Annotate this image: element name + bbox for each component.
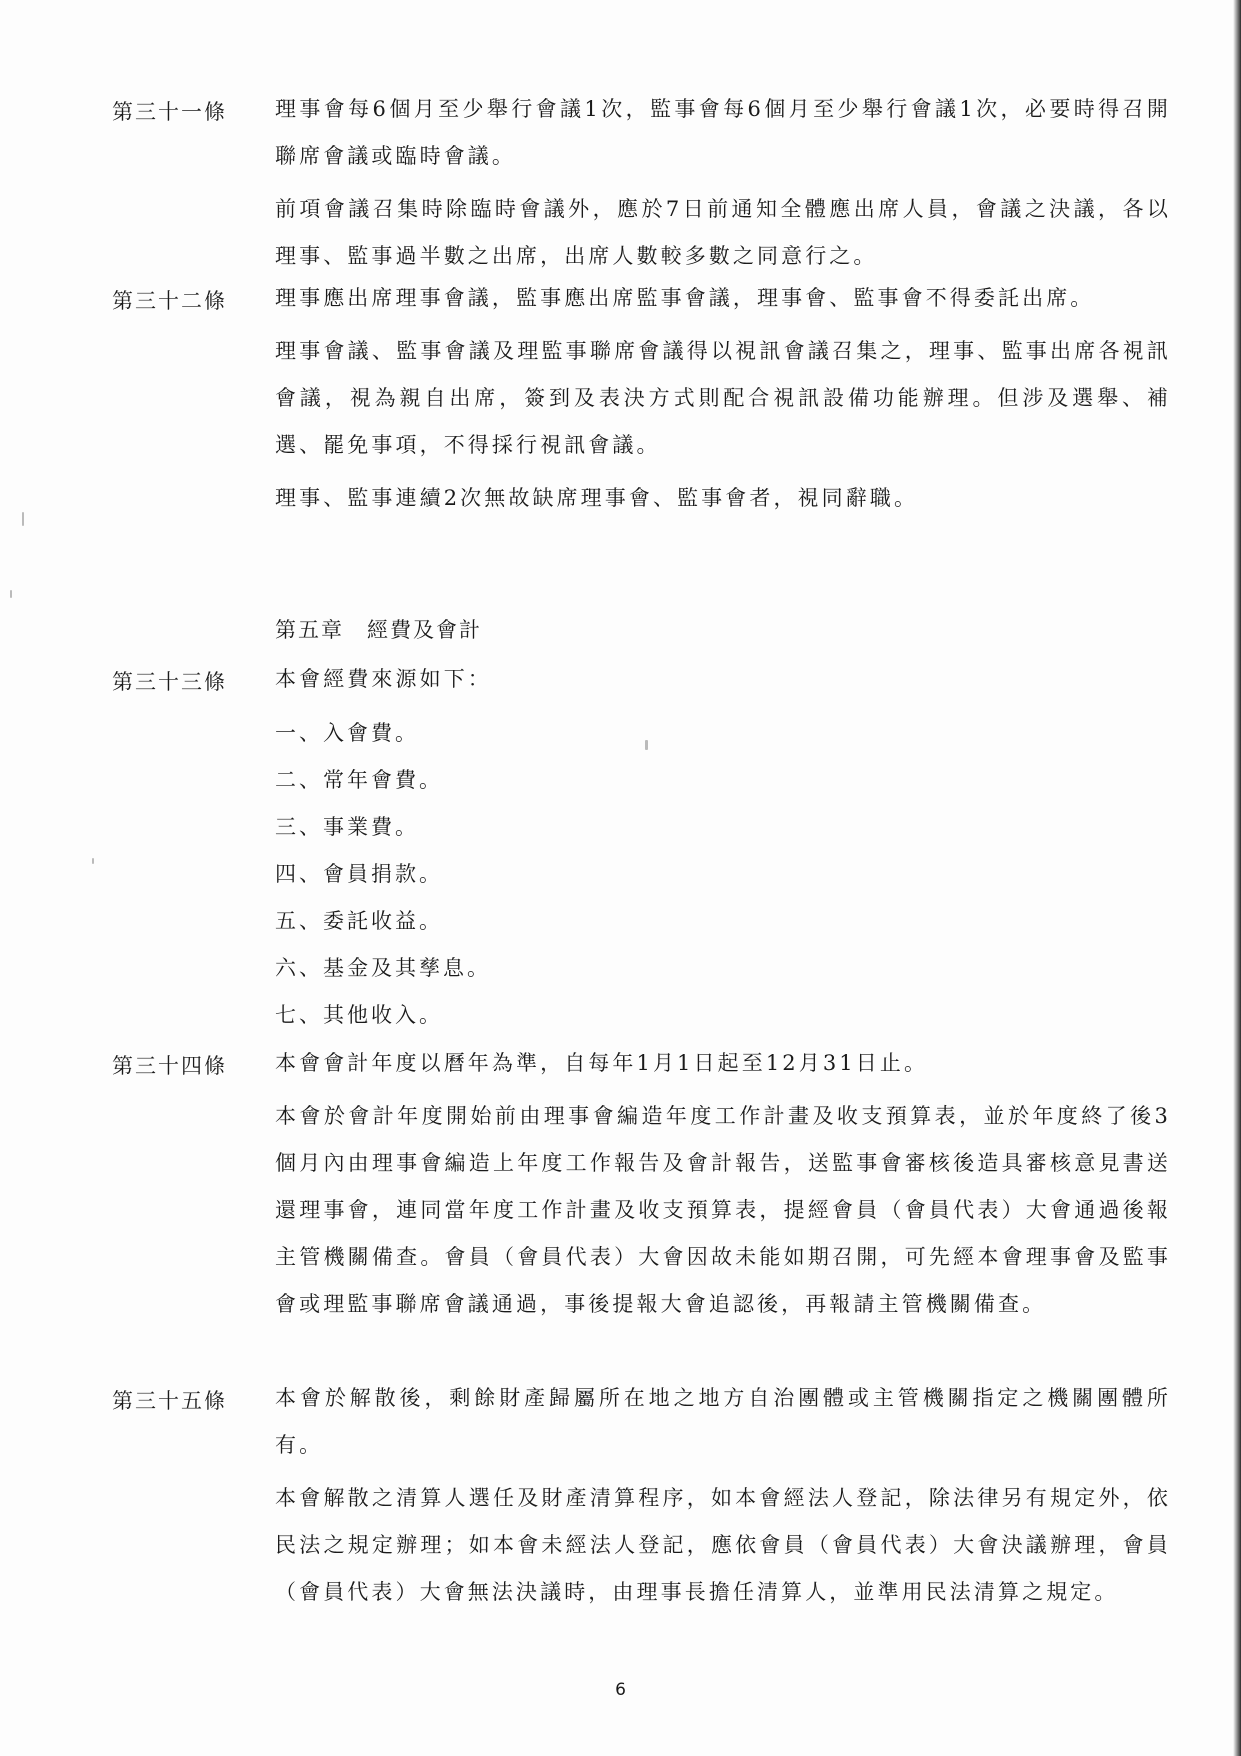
funding-source-item: 三、事業費。: [275, 815, 419, 839]
funding-source-item: 二、常年會費。: [275, 768, 443, 792]
funding-source-item: 一、入會費。: [275, 721, 419, 745]
funding-source-item: 六、基金及其孳息。: [275, 956, 491, 980]
article-body: [275, 656, 1171, 709]
chapter-number: 第五章: [275, 618, 344, 642]
article-label: 第三十五條: [112, 1389, 227, 1413]
article-body: [275, 275, 1171, 528]
scan-speck: [22, 512, 24, 526]
scan-speck: [645, 740, 648, 750]
article-paragraph: 本會於解散後，剩餘財產歸屬所在地之地方自治團體或主管機關指定之機關團體所有。: [275, 1386, 1171, 1457]
article-paragraph: 理事、監事連續2次無故缺席理事會、監事會者，視同辭職。: [275, 486, 919, 510]
article-label: 第三十三條: [112, 670, 227, 694]
article-paragraph: 本會解散之清算人選任及財產清算程序，如本會經法人登記，除法律另有規定外，依民法之規定辦理；如本會未經法人登記，應依會員（會員代表）大會決議辦理，會員（會員代表）大會無法決議時，由理事長擔任清算人，並準用民法清算之規定。: [275, 1486, 1171, 1604]
funding-source-item: 四、會員捐款。: [275, 862, 443, 886]
article-paragraph: 理事會每6個月至少舉行會議1次，監事會每6個月至少舉行會議1次，必要時得召開聯席會議或臨時會議。: [275, 97, 1171, 168]
article-body: [275, 1375, 1171, 1622]
funding-source-item: 五、委託收益。: [275, 909, 443, 933]
article-paragraph: 本會經費來源如下：: [275, 667, 492, 691]
article-label: 第三十四條: [112, 1054, 227, 1078]
article-paragraph: 理事應出席理事會議，監事應出席監事會議，理事會、監事會不得委託出席。: [275, 286, 1095, 310]
scan-speck: [92, 858, 94, 864]
article-label: 第三十一條: [112, 100, 227, 124]
chapter-heading: [275, 614, 482, 644]
chapter-title: 經費及會計: [367, 618, 482, 642]
article-paragraph: 前項會議召集時除臨時會議外，應於7日前通知全體應出席人員，會議之決議，各以理事、監事過半數之出席，出席人數較多數之同意行之。: [275, 197, 1171, 268]
article-paragraph: 理事會議、監事會議及理監事聯席會議得以視訊會議召集之，理事、監事出席各視訊會議，視為親自出席，簽到及表決方式則配合視訊設備功能辦理。但涉及選舉、補選、罷免事項，不得採行視訊會議。: [275, 339, 1171, 457]
article-body: [275, 1040, 1171, 1334]
scan-edge-shadow: [1233, 0, 1241, 1756]
article-label: 第三十二條: [112, 289, 227, 313]
article-paragraph: 本會於會計年度開始前由理事會編造年度工作計畫及收支預算表，並於年度終了後3個月內由理事會編造上年度工作報告及會計報告，送監事會審核後造具審核意見書送還理事會，連同當年度工作計畫及收支預算表，提經會員（會員代表）大會通過後報主管機關備查。會員（會員代表）大會因故未能如期召開，可先經本會理事會及監事會或理監事聯席會議通過，事後提報大會追認後，再報請主管機關備查。: [275, 1104, 1171, 1316]
funding-source-item: 七、其他收入。: [275, 1003, 443, 1027]
scan-speck: [10, 590, 12, 598]
article-paragraph: 本會會計年度以曆年為準，自每年1月1日起至12月31日止。: [275, 1051, 929, 1075]
page-number: 6: [615, 1680, 626, 1700]
article-body: [275, 86, 1171, 286]
